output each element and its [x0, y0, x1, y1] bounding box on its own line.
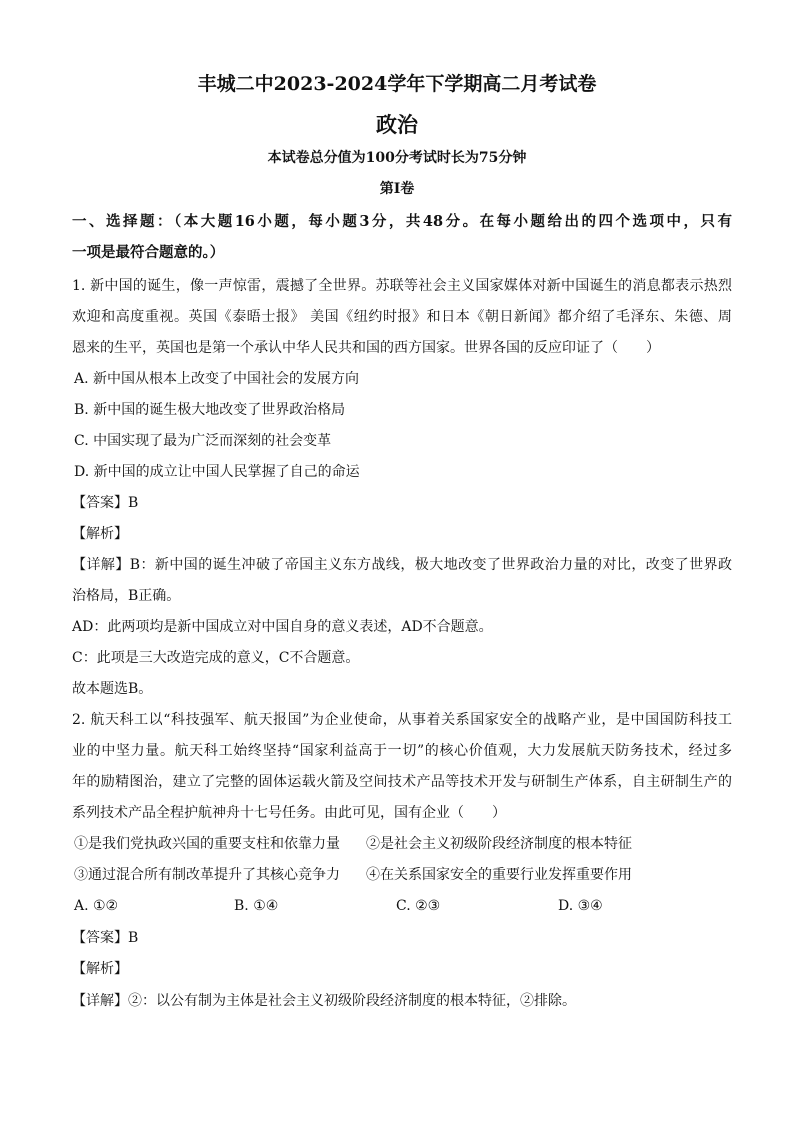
q1-option-d: D. 新中国的成立让中国人民掌握了自己的命运: [74, 464, 360, 480]
q2-statement-2: ②是社会主义初级阶段经济制度的根本特征: [366, 836, 632, 852]
q2-choice-c: C. ②③: [396, 898, 441, 914]
q2-stem-line: 业的中坚力量。航天科工始终坚持“国家利益高于一切”的核心价值观，大力发展航天防务技术，经过多: [72, 743, 732, 759]
q2-statement-3: ③通过混合所有制改革提升了其核心竞争力: [74, 867, 340, 883]
q2-choice-d: D. ③④: [558, 898, 603, 914]
q1-stem-line: 恩来的生平，英国也是第一个承认中华人民共和国的西方国家。世界各国的反应印证了（ ）: [72, 340, 660, 356]
volume-label: 第Ⅰ卷: [379, 181, 415, 197]
q2-statement-4: ④在关系国家安全的重要行业发挥重要作用: [366, 867, 632, 883]
exam-title: 丰城二中2023-2024学年下学期高二月考试卷: [197, 73, 597, 95]
section-heading: 一、选择题：（本大题16小题，每小题3分，共48分。在每小题给出的四个选项中，只有: [72, 213, 732, 230]
q1-detail-line: C：此项是三大改造完成的意义，C不合题意。: [72, 650, 360, 666]
q1-option-a: A. 新中国从根本上改变了中国社会的发展方向: [74, 371, 360, 387]
q1-detail-line: 治格局，B正确。: [72, 588, 181, 604]
q2-analysis-label: 【解析】: [72, 961, 128, 977]
q1-option-c: C. 中国实现了最为广泛而深刻的社会变革: [74, 433, 332, 449]
section-heading-cont: 一项是最符合题意的。）: [72, 244, 225, 261]
q1-detail-line: AD：此两项均是新中国成立对中国自身的意义表述，AD不合题意。: [72, 619, 493, 635]
q2-statement-1: ①是我们党执政兴国的重要支柱和依靠力量: [74, 836, 340, 852]
q2-choice-a: A. ①②: [74, 898, 119, 914]
q2-stem-line: 2. 航天科工以“科技强军、航天报国”为企业使命，从事着关系国家安全的战略产业，是中国国防科技工: [72, 712, 732, 728]
q2-choice-b: B. ①④: [234, 898, 279, 914]
q2-stem-line: 年的励精图治，建立了完整的固体运载火箭及空间技术产品等技术开发与研制生产体系，自主研制生产的: [72, 774, 732, 790]
q2-answer: 【答案】B: [72, 930, 139, 946]
q1-analysis-label: 【解析】: [72, 526, 128, 542]
q1-stem-line: 欢迎和高度重视。英国《泰晤士报》 美国《纽约时报》和日本《朝日新闻》都介绍了毛泽东、朱德、周: [72, 309, 732, 325]
q1-option-b: B. 新中国的诞生极大地改变了世界政治格局: [74, 402, 346, 418]
q1-stem-line: 1. 新中国的诞生，像一声惊雷，震撼了全世界。苏联等社会主义国家媒体对新中国诞生的消息都表示热烈: [72, 278, 732, 294]
q1-detail-line: 【详解】B：新中国的诞生冲破了帝国主义东方战线，极大地改变了世界政治力量的对比，改变了世界政: [72, 557, 732, 573]
q2-stem-line: 系列技术产品全程护航神舟十七号任务。由此可见，国有企业（ ）: [72, 805, 506, 821]
q1-detail-line: 故本题选B。: [72, 681, 153, 697]
exam-note: 本试卷总分值为100分考试时长为75分钟: [267, 150, 527, 166]
q1-answer: 【答案】B: [72, 495, 139, 511]
subject-title: 政治: [376, 112, 418, 137]
q2-detail-line: 【详解】②：以公有制为主体是社会主义初级阶段经济制度的根本特征，②排除。: [72, 993, 576, 1009]
